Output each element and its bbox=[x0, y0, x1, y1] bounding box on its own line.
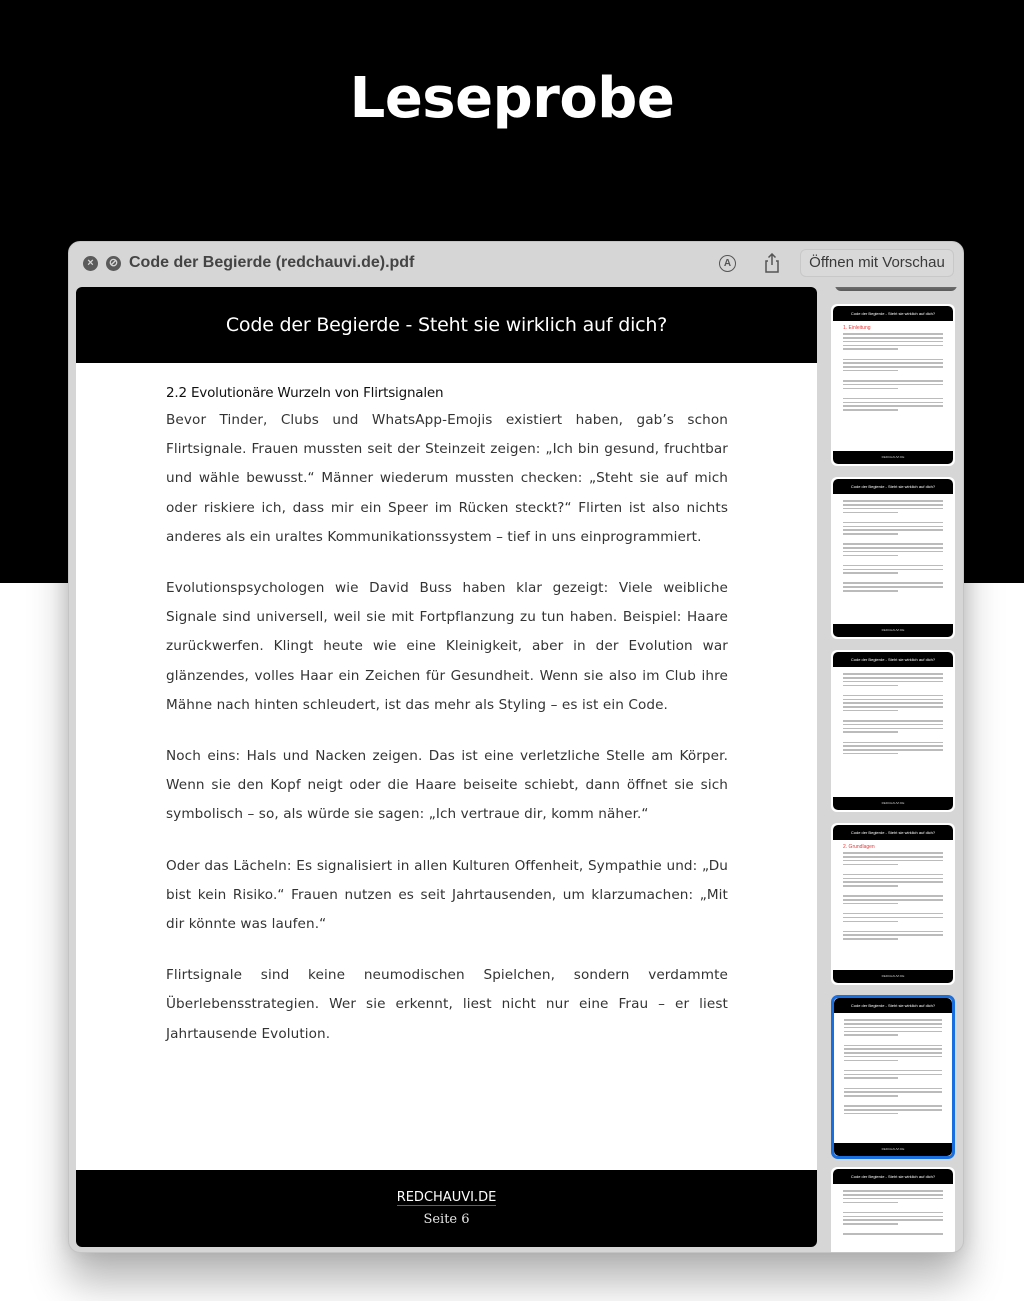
title-bar bbox=[69, 242, 963, 286]
thumbnail-page-4[interactable] bbox=[831, 650, 955, 812]
thumbnail-header: Code der Begierde - Steht sie wirklich auf dich? bbox=[833, 825, 953, 840]
paragraph: Flirtsignale sind keine neumodischen Spielchen, sondern verdammte Überlebensstrategien. Wer sie erkennt, liest nicht nur eine Frau – er liest Jahrtausende Evolution. bbox=[166, 967, 728, 1042]
thumbnail-sidebar[interactable] bbox=[821, 287, 964, 1253]
quicklook-window bbox=[68, 241, 964, 1253]
share-icon[interactable] bbox=[763, 253, 781, 273]
thumbnail-heading: 2. Grundlagen bbox=[843, 844, 875, 850]
thumbnail-previous-partial[interactable] bbox=[835, 287, 957, 291]
thumbnail-header: Code der Begierde - Steht sie wirklich auf dich? bbox=[833, 652, 953, 667]
page-body bbox=[166, 385, 728, 1049]
thumbnail-header: Code der Begierde - Steht sie wirklich auf dich? bbox=[833, 306, 953, 321]
hero-title: Leseprobe bbox=[349, 66, 675, 131]
thumbnail-page-2[interactable] bbox=[831, 304, 955, 466]
footer-website-link[interactable]: REDCHAUVI.DE bbox=[396, 1190, 497, 1205]
page-footer bbox=[76, 1170, 817, 1247]
thumbnail-footer: REDCHAUVI.DE bbox=[833, 797, 953, 810]
thumbnail-footer: REDCHAUVI.DE bbox=[834, 1143, 952, 1156]
thumbnail-header: Code der Begierde - Steht sie wirklich auf dich? bbox=[833, 1169, 953, 1184]
fullscreen-icon[interactable]: ⊘ bbox=[106, 256, 121, 271]
paragraph: Oder das Lächeln: Es signalisiert in allen Kulturen Offenheit, Sympathie und: „Du bist kein Risiko.“ Frauen nutzen es seit Jahrtausenden, um klarzumachen: „Mit dir könnte was laufen.“ bbox=[166, 857, 728, 933]
section-heading: 2.2 Evolutionäre Wurzeln von Flirtsignalen bbox=[166, 385, 444, 401]
thumbnail-header: Code der Begierde - Steht sie wirklich auf dich? bbox=[833, 479, 953, 494]
paragraph: Evolutionspsychologen wie David Buss haben klar gezeigt: Viele weibliche Signale sind universell, weil sie mit Fortpflanzung zu tun haben. Beispiel: Haare zurückwerfen. Klingt heute wie eine Kleinigkeit, aber in der Evolution war glänzendes, volles Haar ein Zeichen für Gesundheit. Wenn sie also im Club ihre Mähne nach hinten schleudert, ist das mehr als Styling – es ist ein Code. bbox=[166, 580, 728, 713]
window-title: Code der Begierde (redchauvi.de).pdf bbox=[129, 254, 415, 271]
paragraph: Bevor Tinder, Clubs und WhatsApp-Emojis existiert haben, gab’s schon Flirtsignale. Frauen mussten seit der Steinzeit zeigen: „Ich bin gesund, fruchtbar und wähle bewusst.“ Männer wiederum mussten checken: „Steht sie auf mich oder riskiere ich, dass mir ein Speer im Rücken steckt?“ Flirten ist also nichts anderes als ein uraltes Kommunikationssystem – tief in uns einprogrammiert. bbox=[166, 412, 728, 545]
close-icon[interactable]: × bbox=[83, 256, 98, 271]
thumbnail-page-3[interactable] bbox=[831, 477, 955, 639]
page-number: Seite 6 bbox=[423, 1212, 470, 1227]
thumbnail-heading: 1. Einleitung bbox=[843, 325, 871, 331]
thumbnail-page-6-selected[interactable] bbox=[831, 995, 955, 1159]
thumbnail-header: Code der Begierde - Steht sie wirklich auf dich? bbox=[834, 998, 952, 1013]
thumbnail-footer: REDCHAUVI.DE bbox=[833, 624, 953, 637]
paragraph: Noch eins: Hals und Nacken zeigen. Das ist eine verletzliche Stelle am Körper. Wenn sie den Kopf neigt oder die Haare beiseite schiebt, dann öffnet sie sich symbolisch – so, als würde sie sagen: „Ich vertraue dir, komm näher.“ bbox=[166, 748, 728, 823]
thumbnail-page-5[interactable] bbox=[831, 823, 955, 985]
thumbnail-footer: REDCHAUVI.DE bbox=[833, 451, 953, 464]
pdf-page bbox=[76, 287, 817, 1247]
markup-pen-icon[interactable]: A bbox=[719, 255, 736, 272]
thumbnail-page-7[interactable] bbox=[831, 1167, 955, 1253]
page-header-title: Code der Begierde - Steht sie wirklich auf dich? bbox=[76, 287, 817, 363]
open-with-preview-button[interactable]: Öffnen mit Vorschau bbox=[800, 249, 954, 277]
thumbnail-footer: REDCHAUVI.DE bbox=[833, 970, 953, 983]
